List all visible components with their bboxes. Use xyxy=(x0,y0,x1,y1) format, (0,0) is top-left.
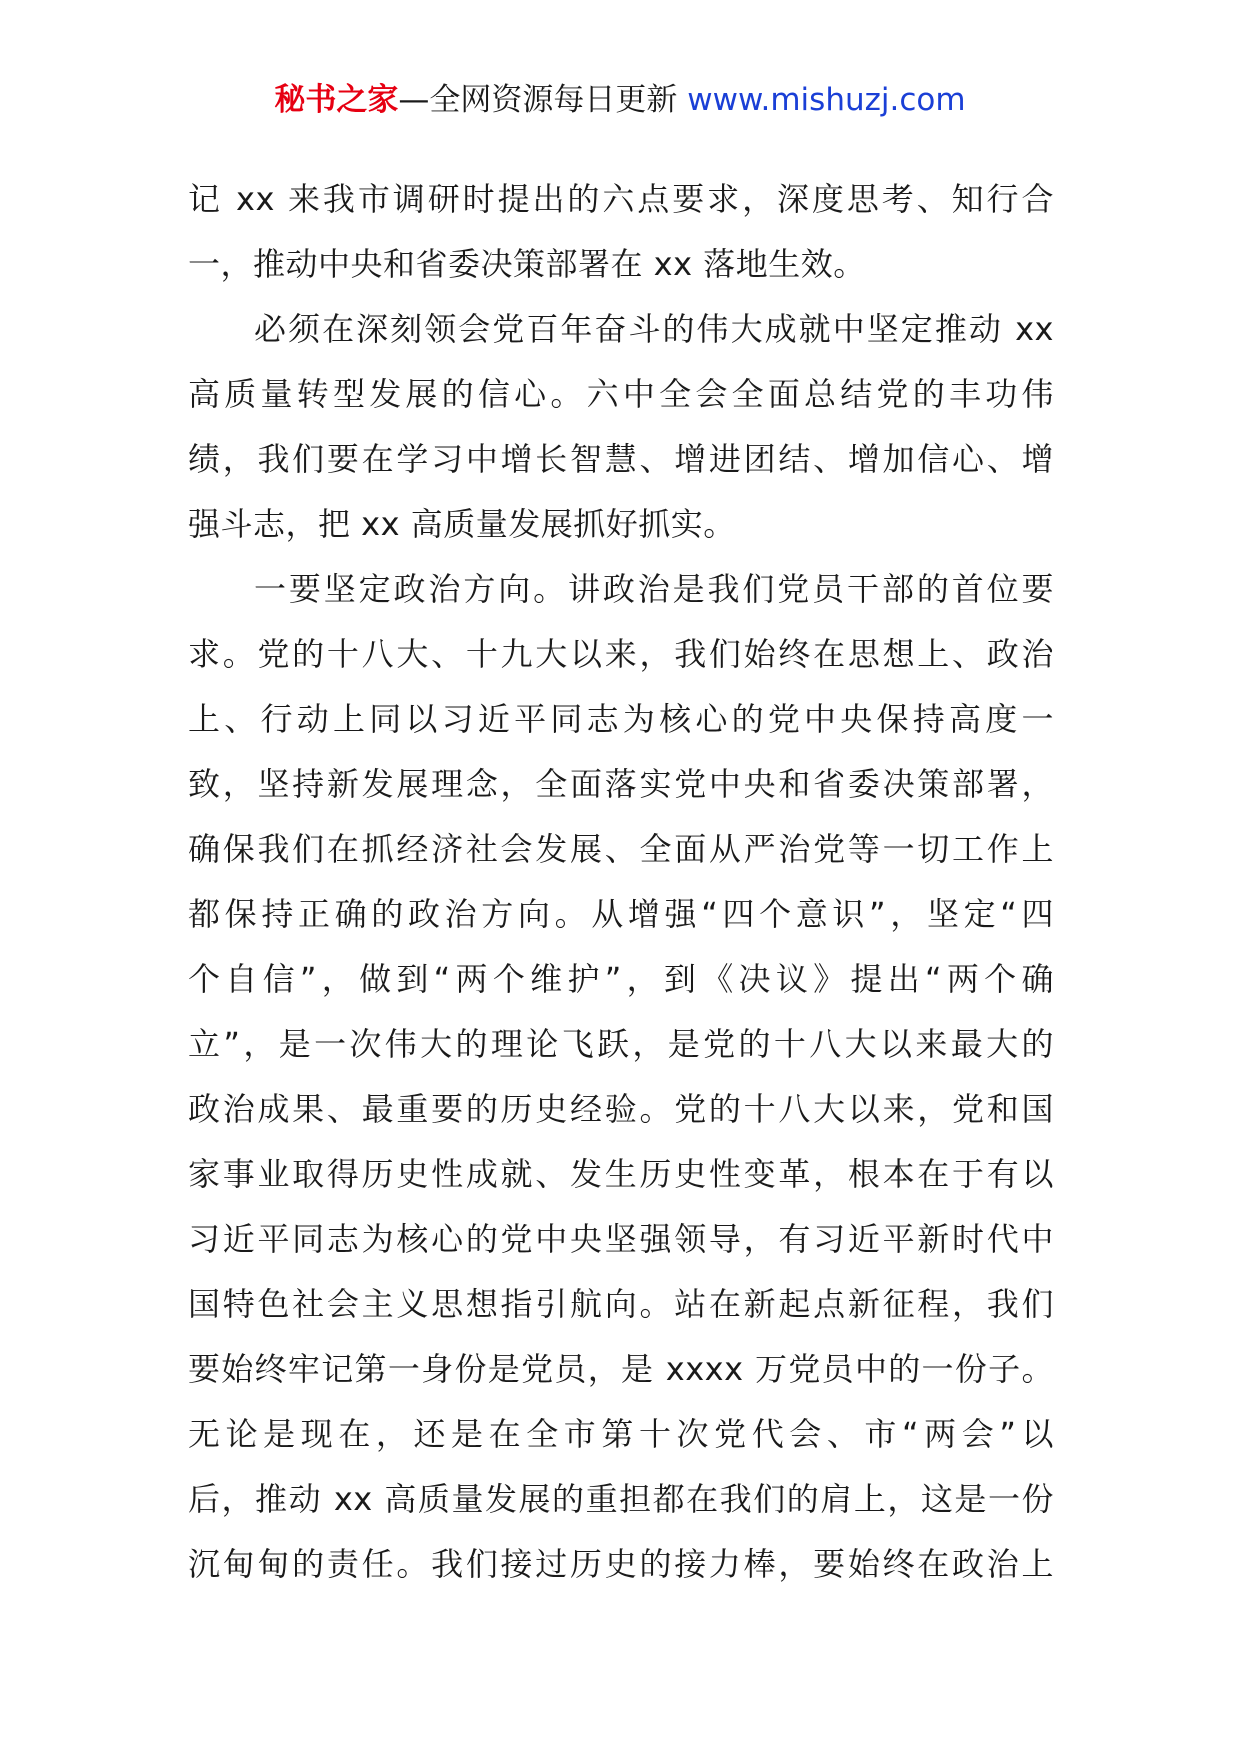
text-line: 要始终牢记第一身份是党员，是 xxxx 万党员中的一份子。 xyxy=(188,1350,1054,1388)
text-line: 都保持正确的政治方向。从增强“四个意识”，坚定“四 xyxy=(188,895,1054,933)
text-line: 家事业取得历史性成就、发生历史性变革，根本在于有以 xyxy=(188,1155,1054,1193)
text-line: 致，坚持新发展理念，全面落实党中央和省委决策部署， xyxy=(188,765,1054,803)
text-line: 一，推动中央和省委决策部署在 xx 落地生效。 xyxy=(188,245,866,283)
text-line: 无论是现在，还是在全市第十次党代会、市“两会”以 xyxy=(188,1415,1054,1453)
text-line: 记 xx 来我市调研时提出的六点要求，深度思考、知行合 xyxy=(188,180,1054,218)
text-line: 习近平同志为核心的党中央坚强领导，有习近平新时代中 xyxy=(188,1220,1054,1258)
site-brand: 秘书之家 xyxy=(274,82,399,118)
text-line: 上、行动上同以习近平同志为核心的党中央保持高度一 xyxy=(188,700,1054,738)
text-line: 国特色社会主义思想指引航向。站在新起点新征程，我们 xyxy=(188,1285,1054,1323)
document-body xyxy=(188,167,1054,1597)
page-header xyxy=(0,78,1240,122)
paragraph-start-line: 一要坚定政治方向。讲政治是我们党员干部的首位要 xyxy=(254,570,1054,608)
text-line: 高质量转型发展的信心。六中全会全面总结党的丰功伟 xyxy=(188,375,1054,413)
site-url-link[interactable]: www.mishuzj.com xyxy=(687,82,966,118)
text-line: 后，推动 xx 高质量发展的重担都在我们的肩上，这是一份 xyxy=(188,1480,1054,1518)
site-tagline: —全网资源每日更新 xyxy=(398,82,678,118)
text-line: 政治成果、最重要的历史经验。党的十八大以来，党和国 xyxy=(188,1090,1054,1128)
text-line: 立”，是一次伟大的理论飞跃，是党的十八大以来最大的 xyxy=(188,1025,1054,1063)
text-line: 强斗志，把 xx 高质量发展抓好抓实。 xyxy=(188,505,736,543)
paragraph-start-line: 必须在深刻领会党百年奋斗的伟大成就中坚定推动 xx xyxy=(254,310,1054,348)
text-line: 绩，我们要在学习中增长智慧、增进团结、增加信心、增 xyxy=(188,440,1054,478)
text-line: 确保我们在抓经济社会发展、全面从严治党等一切工作上 xyxy=(188,830,1054,868)
text-line: 沉甸甸的责任。我们接过历史的接力棒，要始终在政治上 xyxy=(188,1545,1054,1583)
text-line: 个自信”，做到“两个维护”，到《决议》提出“两个确 xyxy=(188,960,1054,998)
text-line: 求。党的十八大、十九大以来，我们始终在思想上、政治 xyxy=(188,635,1054,673)
